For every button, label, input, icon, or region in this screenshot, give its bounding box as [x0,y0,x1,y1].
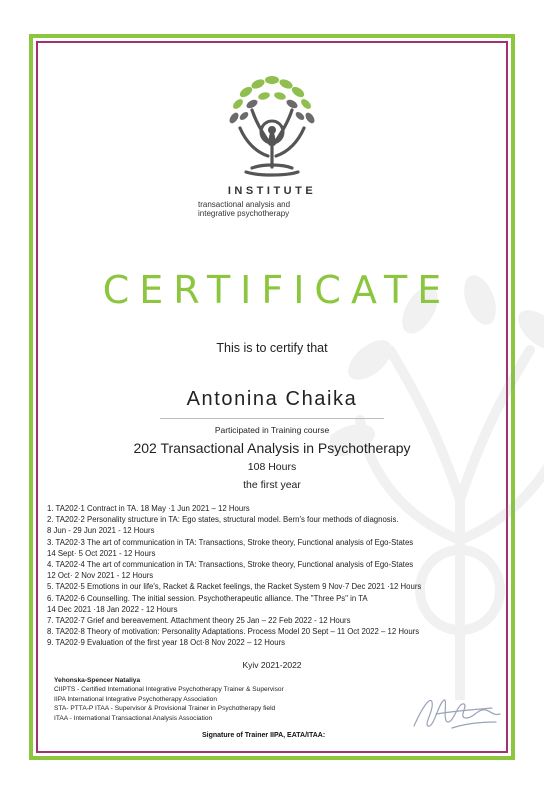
trainer-credential: CIIPTS - Certified International Integrative Psychotherapy Trainer & Supervisor [54,686,284,694]
module-line: 12 Oct· 2 Nov 2021 - 12 Hours [47,571,154,581]
name-underline [160,418,384,419]
handwritten-signature [408,688,504,736]
module-line: 8. TA202·8 Theory of motivation: Personality Adaptations. Process Model 20 Sept – 11 Oct 2022 – 12 Hours [47,627,420,637]
trainer-block [54,676,384,723]
institute-name: INSTITUTE [227,185,317,197]
tree-keyhole-logo-icon [222,72,322,180]
trainer-name: Yehonska-Spencer Nataliya [54,677,141,684]
place-and-dates: Kyiv 2021-2022 [242,660,302,670]
module-list [47,503,507,648]
course-year: the first year [243,479,301,491]
module-line: 1. TA202·1 Contract in TA. 18 May ·1 Jun 2021 – 12 Hours [47,504,250,513]
module-line: 14 Dec 2021 ·18 Jan 2022 - 12 Hours [47,604,178,614]
institute-subtitle-line: transactional analysis and [198,200,291,209]
institute-subtitle-line: integrative psychotherapy [198,209,290,218]
module-line: 9. TA202·9 Evaluation of the first year 18 Oct·8 Nov 2022 – 12 Hours [47,638,286,648]
trainer-credential: STA- PTTA-P ITAA - Supervisor & Provisional Trainer in Psychotherapy field [54,705,276,713]
module-line: 2. TA202·2 Personality structure in TA: Ego states, structural model. Bern's four methods of diagnosis. [47,515,399,525]
certify-text: This is to certify that [216,341,328,355]
institute-subtitle [198,200,348,218]
module-line: 5. TA202·5 Emotions in our life's, Racket & Racket feelings, the Racket System 9 Nov·7 Dec 2021 ·12 Hours [47,582,422,592]
module-line: 8 Jun - 29 Jun 2021 - 12 Hours [47,526,155,536]
course-hours: 108 Hours [247,461,297,473]
signature-caption: Signature of Trainer IIPA, EATA/ITAA: [202,732,326,739]
course-title: 202 Transactional Analysis in Psychotherapy [133,440,411,456]
trainer-credential: IIPA International Integrative Psychotherapy Association [54,695,217,703]
module-line: 4. TA202·4 The art of communication in TA: Transactions, Stroke theory, Functional analysis of Ego-States [47,559,414,569]
module-line: 3. TA202·3 The art of communication in TA: Transactions, Stroke theory, Functional analysis of Ego-States [47,537,414,547]
module-line: 14 Sept· 5 Oct 2021 - 12 Hours [47,548,156,558]
module-line: 6. TA202·6 Counselling. The initial session. Psychotherapeutic alliance. The "Three Ps" in TA [47,593,368,603]
trainer-credential: ITAA - International Transactional Analysis Association [54,714,213,722]
certificate-title: CERTIFICATE [102,268,452,312]
recipient-name: Antonina Chaika [186,388,358,410]
module-line: 7. TA202·7 Grief and bereavement. Attachment theory 25 Jan – 22 Feb 2022 - 12 Hours [47,615,351,625]
participated-text: Participated in Training course [214,425,330,435]
